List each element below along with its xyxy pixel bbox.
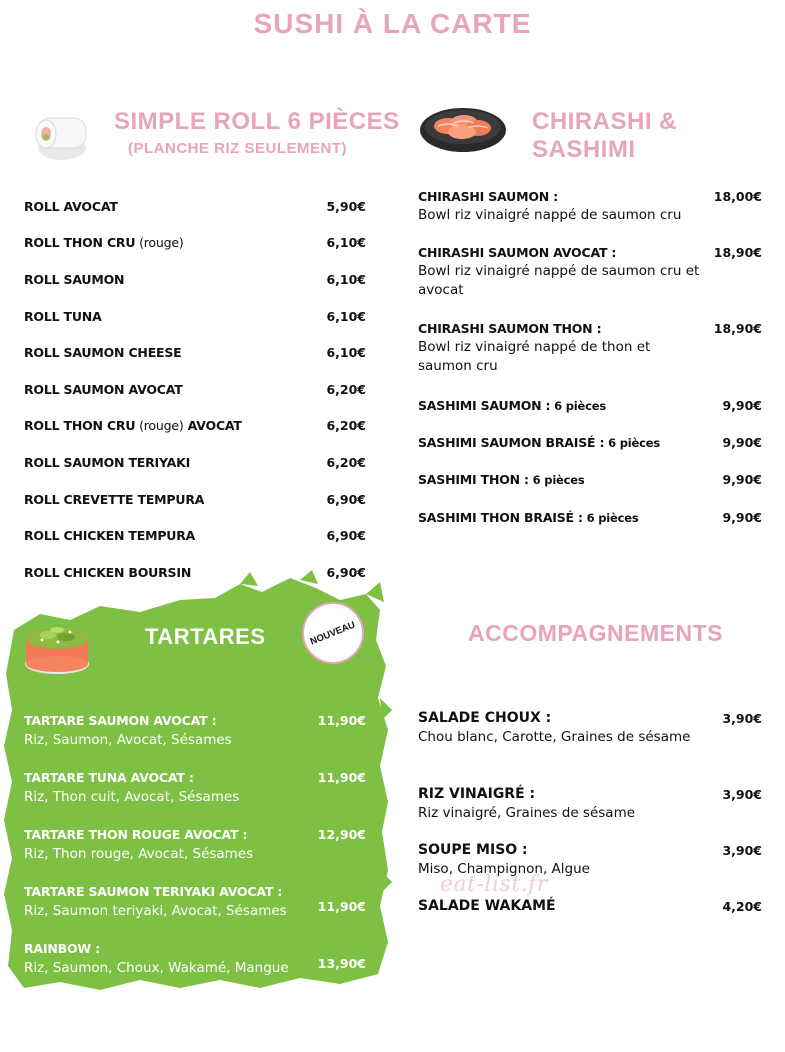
- list-item: ROLL CHICKEN BOURSIN 6,90€: [24, 564, 366, 580]
- watermark: eat-list.fr: [440, 872, 548, 897]
- list-item: TARTARE SAUMON TERIYAKI AVOCAT : Riz, Saumon teriyaki, Avocat, Sésames 11,90€: [24, 884, 366, 919]
- list-item: ROLL SAUMON AVOCAT 6,20€: [24, 381, 366, 397]
- list-item: SALADE WAKAMÉ 4,20€: [418, 898, 762, 914]
- list-item: TARTARE SAUMON AVOCAT : Riz, Saumon, Avocat, Sésames 11,90€: [24, 713, 366, 748]
- list-item: RAINBOW : Riz, Saumon, Choux, Wakamé, Mangue 13,90€: [24, 941, 366, 976]
- list-item: TARTARE TUNA AVOCAT : Riz, Thon cuit, Avocat, Sésames 11,90€: [24, 770, 366, 805]
- list-item: SASHIMI THON BRAISÉ : 6 pièces 9,90€: [418, 510, 762, 525]
- simple-roll-heading: SIMPLE ROLL 6 PIÈCES: [114, 108, 400, 135]
- roll-list: [24, 188, 366, 591]
- sashimi-bowl-icon: [418, 100, 508, 156]
- list-item: ROLL CREVETTE TEMPURA 6,90€: [24, 491, 366, 507]
- tartare-icon: [20, 608, 94, 676]
- list-item: ROLL THON CRU (rouge) 6,10€: [24, 235, 366, 251]
- list-item: SASHIMI SAUMON : 6 pièces 9,90€: [418, 398, 762, 413]
- list-item: SASHIMI SAUMON BRAISÉ : 6 pièces 9,90€: [418, 435, 762, 450]
- list-item: RIZ VINAIGRÉ : Riz vinaigré, Graines de sésame 3,90€: [418, 786, 762, 821]
- chirashi-heading: CHIRASHI & SASHIMI: [532, 108, 678, 163]
- chirashi-list: [418, 187, 762, 546]
- list-item: SASHIMI THON : 6 pièces 9,90€: [418, 472, 762, 487]
- list-item: ROLL CHICKEN TEMPURA 6,90€: [24, 528, 366, 544]
- list-item: CHIRASHI SAUMON : Bowl riz vinaigré nappé de saumon cru 18,00€: [418, 189, 762, 223]
- list-item: SALADE CHOUX : Chou blanc, Carotte, Graines de sésame 3,90€: [418, 710, 762, 745]
- page-title: SUSHI À LA CARTE: [253, 8, 532, 39]
- list-item: ROLL SAUMON TERIYAKI 6,20€: [24, 454, 366, 470]
- list-item: ROLL THON CRU (rouge) AVOCAT 6,20€: [24, 418, 366, 434]
- list-item: ROLL TUNA 6,10€: [24, 308, 366, 324]
- list-item: SOUPE MISO : Miso, Champignon, Algue 3,90€: [418, 842, 762, 877]
- tartares-heading: TARTARES: [145, 624, 266, 649]
- list-item: CHIRASHI SAUMON AVOCAT : Bowl riz vinaigré nappé de saumon cru et avocat 18,90€: [418, 245, 762, 298]
- list-item: ROLL SAUMON 6,10€: [24, 271, 366, 287]
- simple-roll-subheading: (PLANCHE RIZ SEULEMENT): [128, 140, 347, 157]
- list-item: ROLL AVOCAT 5,90€: [24, 198, 366, 214]
- accompagnements-heading: ACCOMPAGNEMENTS: [468, 620, 723, 646]
- tartare-list: [24, 712, 366, 997]
- list-item: ROLL SAUMON CHEESE 6,10€: [24, 345, 366, 361]
- sushi-roll-icon: [28, 100, 94, 166]
- list-item: CHIRASHI SAUMON THON : Bowl riz vinaigré nappé de thon et saumon cru 18,90€: [418, 321, 762, 374]
- nouveau-badge: NOUVEAU: [302, 602, 364, 664]
- list-item: TARTARE THON ROUGE AVOCAT : Riz, Thon rouge, Avocat, Sésames 12,90€: [24, 827, 366, 862]
